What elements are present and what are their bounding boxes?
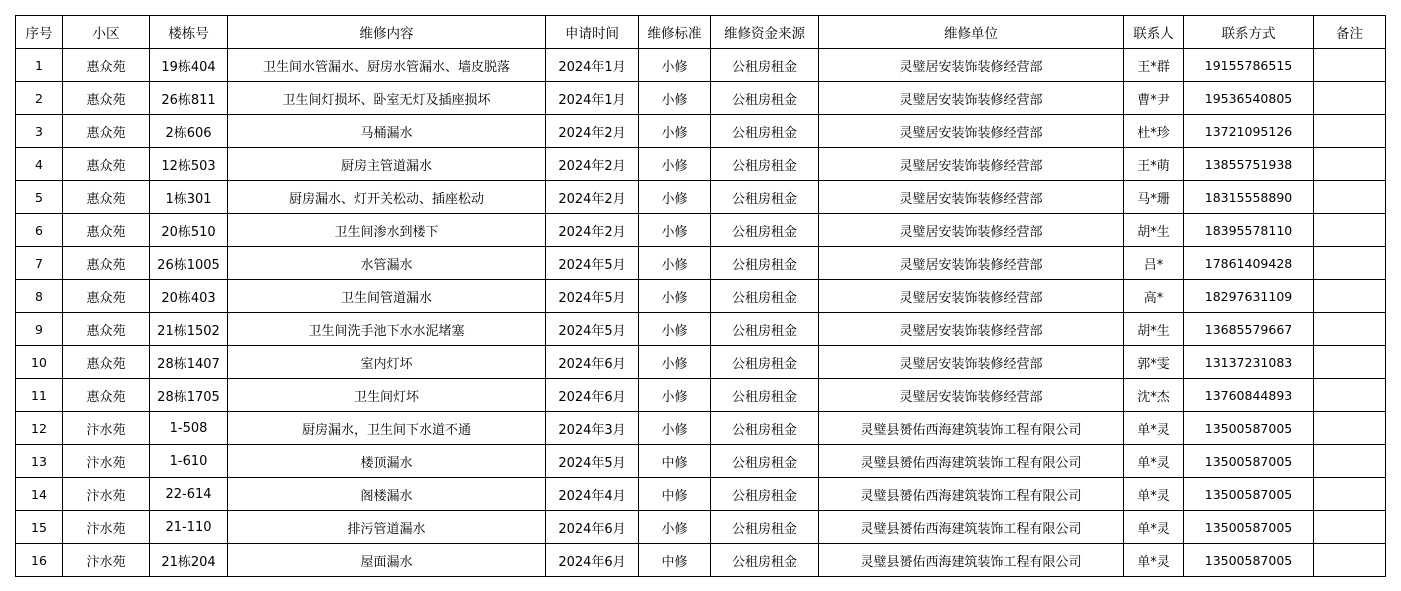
cell-col-contractor: 灵璧居安装饰装修经营部: [819, 346, 1124, 379]
cell-col-date: 2024年6月: [546, 544, 639, 577]
header-col-building: 楼栋号: [150, 16, 228, 49]
cell-col-contact-person: 胡*生: [1124, 214, 1184, 247]
table-row: [16, 148, 1386, 181]
cell-col-content: 马桶漏水: [228, 115, 546, 148]
cell-col-content: 厨房漏水，卫生间下水道不通: [228, 412, 546, 445]
cell-col-building: 12栋503: [150, 148, 228, 181]
cell-col-building: 20栋403: [150, 280, 228, 313]
table-row: [16, 544, 1386, 577]
cell-col-building: 1栋301: [150, 181, 228, 214]
cell-col-standard: 小修: [639, 346, 711, 379]
cell-col-fund-source: 公租房租金: [711, 412, 819, 445]
cell-col-phone: 18315558890: [1184, 181, 1314, 214]
cell-col-contact-person: 吕*: [1124, 247, 1184, 280]
cell-col-remark: [1314, 247, 1386, 280]
cell-col-standard: 小修: [639, 379, 711, 412]
cell-col-contact-person: 郭*雯: [1124, 346, 1184, 379]
cell-col-standard: 中修: [639, 445, 711, 478]
cell-col-content: 卫生间渗水到楼下: [228, 214, 546, 247]
cell-col-community: 惠众苑: [63, 181, 150, 214]
table-row: [16, 181, 1386, 214]
cell-col-date: 2024年5月: [546, 445, 639, 478]
cell-col-fund-source: 公租房租金: [711, 115, 819, 148]
cell-col-date: 2024年2月: [546, 214, 639, 247]
cell-col-phone: 13721095126: [1184, 115, 1314, 148]
cell-col-phone: 19155786515: [1184, 49, 1314, 82]
cell-col-building: 22-614: [150, 478, 228, 511]
cell-col-contractor: 灵璧居安装饰装修经营部: [819, 148, 1124, 181]
cell-col-contractor: 灵璧居安装饰装修经营部: [819, 313, 1124, 346]
cell-col-date: 2024年2月: [546, 115, 639, 148]
table-row: [16, 313, 1386, 346]
cell-col-phone: 19536540805: [1184, 82, 1314, 115]
cell-col-remark: [1314, 214, 1386, 247]
cell-col-building: 26栋1005: [150, 247, 228, 280]
header-col-remark: 备注: [1314, 16, 1386, 49]
cell-col-contractor: 灵璧居安装饰装修经营部: [819, 82, 1124, 115]
cell-col-contractor: 灵璧县赟佑西海建筑装饰工程有限公司: [819, 412, 1124, 445]
header-col-contact-person: 联系人: [1124, 16, 1184, 49]
cell-col-community: 惠众苑: [63, 49, 150, 82]
cell-col-index: 3: [16, 115, 63, 148]
cell-col-fund-source: 公租房租金: [711, 379, 819, 412]
cell-col-contact-person: 沈*杰: [1124, 379, 1184, 412]
cell-col-index: 13: [16, 445, 63, 478]
cell-col-index: 15: [16, 511, 63, 544]
cell-col-index: 2: [16, 82, 63, 115]
table-row: [16, 49, 1386, 82]
cell-col-content: 楼顶漏水: [228, 445, 546, 478]
cell-col-standard: 小修: [639, 181, 711, 214]
header-col-standard: 维修标准: [639, 16, 711, 49]
cell-col-community: 惠众苑: [63, 379, 150, 412]
cell-col-content: 厨房漏水、灯开关松动、插座松动: [228, 181, 546, 214]
cell-col-fund-source: 公租房租金: [711, 511, 819, 544]
cell-col-phone: 13855751938: [1184, 148, 1314, 181]
cell-col-date: 2024年5月: [546, 280, 639, 313]
cell-col-community: 惠众苑: [63, 82, 150, 115]
cell-col-index: 9: [16, 313, 63, 346]
cell-col-phone: 18297631109: [1184, 280, 1314, 313]
table-row: [16, 280, 1386, 313]
cell-col-contact-person: 高*: [1124, 280, 1184, 313]
cell-col-community: 惠众苑: [63, 115, 150, 148]
cell-col-contractor: 灵璧县赟佑西海建筑装饰工程有限公司: [819, 511, 1124, 544]
cell-col-phone: 13500587005: [1184, 478, 1314, 511]
cell-col-remark: [1314, 379, 1386, 412]
cell-col-building: 1-610: [150, 445, 228, 478]
cell-col-content: 厨房主管道漏水: [228, 148, 546, 181]
cell-col-remark: [1314, 82, 1386, 115]
cell-col-contractor: 灵璧居安装饰装修经营部: [819, 247, 1124, 280]
cell-col-contractor: 灵璧县赟佑西海建筑装饰工程有限公司: [819, 478, 1124, 511]
cell-col-fund-source: 公租房租金: [711, 148, 819, 181]
maintenance-table: [15, 15, 1386, 577]
cell-col-community: 惠众苑: [63, 148, 150, 181]
cell-col-community: 汴水苑: [63, 445, 150, 478]
cell-col-standard: 小修: [639, 313, 711, 346]
cell-col-content: 屋面漏水: [228, 544, 546, 577]
cell-col-contractor: 灵璧居安装饰装修经营部: [819, 115, 1124, 148]
cell-col-index: 6: [16, 214, 63, 247]
cell-col-remark: [1314, 181, 1386, 214]
cell-col-contractor: 灵璧居安装饰装修经营部: [819, 214, 1124, 247]
cell-col-building: 28栋1407: [150, 346, 228, 379]
cell-col-community: 汴水苑: [63, 478, 150, 511]
cell-col-fund-source: 公租房租金: [711, 82, 819, 115]
cell-col-contact-person: 单*灵: [1124, 412, 1184, 445]
cell-col-fund-source: 公租房租金: [711, 544, 819, 577]
cell-col-content: 卫生间洗手池下水水泥堵塞: [228, 313, 546, 346]
cell-col-community: 汴水苑: [63, 511, 150, 544]
cell-col-contractor: 灵璧县赟佑西海建筑装饰工程有限公司: [819, 445, 1124, 478]
cell-col-remark: [1314, 445, 1386, 478]
cell-col-contact-person: 单*灵: [1124, 445, 1184, 478]
cell-col-community: 汴水苑: [63, 412, 150, 445]
cell-col-phone: 13685579667: [1184, 313, 1314, 346]
cell-col-standard: 中修: [639, 544, 711, 577]
cell-col-date: 2024年6月: [546, 379, 639, 412]
cell-col-contractor: 灵璧居安装饰装修经营部: [819, 49, 1124, 82]
cell-col-contact-person: 马*珊: [1124, 181, 1184, 214]
header-col-community: 小区: [63, 16, 150, 49]
cell-col-building: 21-110: [150, 511, 228, 544]
table-row: [16, 445, 1386, 478]
cell-col-fund-source: 公租房租金: [711, 346, 819, 379]
header-col-index: 序号: [16, 16, 63, 49]
cell-col-phone: 13137231083: [1184, 346, 1314, 379]
cell-col-building: 20栋510: [150, 214, 228, 247]
cell-col-building: 2栋606: [150, 115, 228, 148]
cell-col-phone: 13500587005: [1184, 544, 1314, 577]
header-col-content: 维修内容: [228, 16, 546, 49]
cell-col-fund-source: 公租房租金: [711, 445, 819, 478]
cell-col-standard: 小修: [639, 82, 711, 115]
cell-col-phone: 18395578110: [1184, 214, 1314, 247]
table-row: [16, 478, 1386, 511]
table-row: [16, 115, 1386, 148]
cell-col-remark: [1314, 346, 1386, 379]
cell-col-index: 4: [16, 148, 63, 181]
cell-col-date: 2024年1月: [546, 49, 639, 82]
table-row: [16, 511, 1386, 544]
cell-col-standard: 小修: [639, 511, 711, 544]
cell-col-remark: [1314, 148, 1386, 181]
cell-col-phone: 13500587005: [1184, 445, 1314, 478]
cell-col-community: 汴水苑: [63, 544, 150, 577]
table-body: [16, 49, 1386, 577]
cell-col-date: 2024年5月: [546, 247, 639, 280]
header-col-phone: 联系方式: [1184, 16, 1314, 49]
cell-col-content: 阁楼漏水: [228, 478, 546, 511]
cell-col-content: 卫生间灯坏: [228, 379, 546, 412]
cell-col-remark: [1314, 313, 1386, 346]
cell-col-phone: 13500587005: [1184, 412, 1314, 445]
cell-col-fund-source: 公租房租金: [711, 280, 819, 313]
cell-col-date: 2024年3月: [546, 412, 639, 445]
spreadsheet: [15, 15, 1386, 577]
cell-col-content: 水管漏水: [228, 247, 546, 280]
cell-col-index: 10: [16, 346, 63, 379]
cell-col-building: 21栋204: [150, 544, 228, 577]
cell-col-fund-source: 公租房租金: [711, 313, 819, 346]
cell-col-contact-person: 胡*生: [1124, 313, 1184, 346]
cell-col-building: 26栋811: [150, 82, 228, 115]
cell-col-building: 19栋404: [150, 49, 228, 82]
cell-col-content: 卫生间水管漏水、厨房水管漏水、墙皮脱落: [228, 49, 546, 82]
cell-col-remark: [1314, 49, 1386, 82]
cell-col-index: 11: [16, 379, 63, 412]
cell-col-date: 2024年2月: [546, 181, 639, 214]
table-row: [16, 82, 1386, 115]
cell-col-community: 惠众苑: [63, 280, 150, 313]
cell-col-phone: 13760844893: [1184, 379, 1314, 412]
cell-col-standard: 小修: [639, 148, 711, 181]
cell-col-building: 1-508: [150, 412, 228, 445]
cell-col-contact-person: 曹*尹: [1124, 82, 1184, 115]
cell-col-standard: 小修: [639, 247, 711, 280]
cell-col-standard: 小修: [639, 115, 711, 148]
cell-col-community: 惠众苑: [63, 247, 150, 280]
cell-col-contractor: 灵璧县赟佑西海建筑装饰工程有限公司: [819, 544, 1124, 577]
cell-col-index: 8: [16, 280, 63, 313]
cell-col-date: 2024年5月: [546, 313, 639, 346]
cell-col-remark: [1314, 511, 1386, 544]
cell-col-contact-person: 王*萌: [1124, 148, 1184, 181]
cell-col-remark: [1314, 115, 1386, 148]
cell-col-standard: 小修: [639, 49, 711, 82]
cell-col-phone: 17861409428: [1184, 247, 1314, 280]
cell-col-contact-person: 王*群: [1124, 49, 1184, 82]
cell-col-phone: 13500587005: [1184, 511, 1314, 544]
cell-col-community: 惠众苑: [63, 313, 150, 346]
cell-col-contact-person: 单*灵: [1124, 478, 1184, 511]
cell-col-index: 5: [16, 181, 63, 214]
cell-col-date: 2024年2月: [546, 148, 639, 181]
cell-col-contractor: 灵璧居安装饰装修经营部: [819, 181, 1124, 214]
cell-col-index: 16: [16, 544, 63, 577]
table-row: [16, 412, 1386, 445]
cell-col-contractor: 灵璧居安装饰装修经营部: [819, 379, 1124, 412]
header-col-contractor: 维修单位: [819, 16, 1124, 49]
cell-col-building: 21栋1502: [150, 313, 228, 346]
cell-col-date: 2024年6月: [546, 346, 639, 379]
header-col-date: 申请时间: [546, 16, 639, 49]
cell-col-date: 2024年6月: [546, 511, 639, 544]
cell-col-fund-source: 公租房租金: [711, 214, 819, 247]
cell-col-content: 排污管道漏水: [228, 511, 546, 544]
cell-col-fund-source: 公租房租金: [711, 247, 819, 280]
cell-col-standard: 中修: [639, 478, 711, 511]
cell-col-remark: [1314, 280, 1386, 313]
cell-col-building: 28栋1705: [150, 379, 228, 412]
cell-col-content: 卫生间灯损坏、卧室无灯及插座损坏: [228, 82, 546, 115]
cell-col-fund-source: 公租房租金: [711, 478, 819, 511]
table-row: [16, 214, 1386, 247]
cell-col-fund-source: 公租房租金: [711, 181, 819, 214]
cell-col-remark: [1314, 478, 1386, 511]
header-col-fund-source: 维修资金来源: [711, 16, 819, 49]
cell-col-fund-source: 公租房租金: [711, 49, 819, 82]
cell-col-standard: 小修: [639, 280, 711, 313]
cell-col-index: 1: [16, 49, 63, 82]
cell-col-contractor: 灵璧居安装饰装修经营部: [819, 280, 1124, 313]
cell-col-index: 7: [16, 247, 63, 280]
cell-col-content: 卫生间管道漏水: [228, 280, 546, 313]
table-row: [16, 379, 1386, 412]
cell-col-contact-person: 单*灵: [1124, 544, 1184, 577]
cell-col-content: 室内灯坏: [228, 346, 546, 379]
cell-col-date: 2024年1月: [546, 82, 639, 115]
cell-col-index: 14: [16, 478, 63, 511]
cell-col-date: 2024年4月: [546, 478, 639, 511]
table-row: [16, 247, 1386, 280]
cell-col-index: 12: [16, 412, 63, 445]
cell-col-contact-person: 杜*珍: [1124, 115, 1184, 148]
cell-col-contact-person: 单*灵: [1124, 511, 1184, 544]
cell-col-community: 惠众苑: [63, 346, 150, 379]
cell-col-remark: [1314, 544, 1386, 577]
table-row: [16, 346, 1386, 379]
cell-col-community: 惠众苑: [63, 214, 150, 247]
cell-col-standard: 小修: [639, 214, 711, 247]
cell-col-remark: [1314, 412, 1386, 445]
cell-col-standard: 小修: [639, 412, 711, 445]
header-row: [16, 16, 1386, 49]
